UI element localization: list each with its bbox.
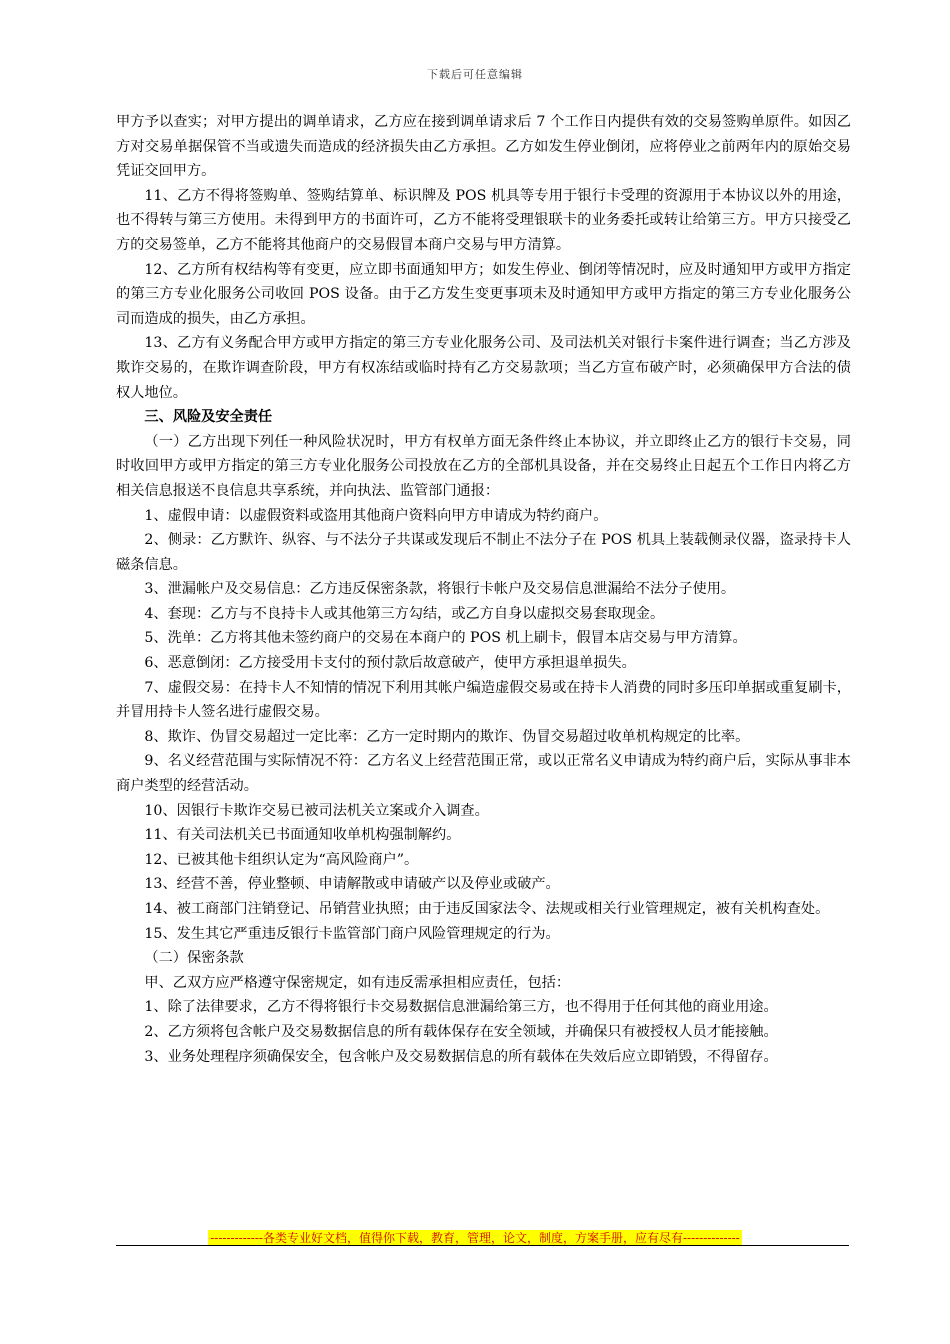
risk-item-12: 12、已被其他卡组织认定为“高风险商户”。 (144, 851, 419, 868)
risk-item-11: 11、有关司法机关已书面通知收单机构强制解约。 (144, 827, 461, 844)
risk-item-4: 4、套现：乙方与不良持卡人或其他第三方勾结，或乙方自身以虚拟交易套取现金。 (144, 605, 665, 622)
header-text: 下载后可任意编辑 (427, 68, 523, 81)
risk-item-13: 13、经营不善，停业整顿、申请解散或申请破产以及停业或破产。 (144, 876, 560, 893)
confidentiality-item-3: 3、业务处理程序须确保安全，包含帐户及交易数据信息的所有载体在失效后应立即销毁，不得留存。 (144, 1048, 778, 1065)
subsection-1-intro: （一）乙方出现下列任一种风险状况时，甲方有权单方面无条件终止本协议，并立即终止乙方的银行卡交易，同时收回甲方或甲方指定的第三方专业化服务公司投放在乙方的全部机具设备，并在交易终止日起五个工作日内将乙方相关信息报送不良信息共享系统，并向执法、监管部门通报： (116, 433, 851, 499)
footer-banner-text: -------------各类专业好文档，值得你下载，教育，管理，论文，制度，方案手册，应有尽有-------------- (210, 1231, 740, 1245)
risk-item-15: 15、发生其它严重违反银行卡监管部门商户风险管理规定的行为。 (144, 925, 560, 942)
risk-item-10: 10、因银行卡欺诈交易已被司法机关立案或介入调查。 (144, 802, 489, 819)
clause-12: 12、乙方所有权结构等有变更，应立即书面通知甲方；如发生停业、倒闭等情况时，应及时通知甲方或甲方指定的第三方专业化服务公司收回 POS 设备。由于乙方发生变更事项未及时通知甲方或甲方指定的第三方专业化服务公司而造成的损失，由乙方承担。 (116, 261, 851, 327)
footer-banner (0, 1227, 950, 1246)
paragraph-continued: 甲方予以查实；对甲方提出的调单请求，乙方应在接到调单请求后 7 个工作日内提供有效的交易签购单原件。如因乙方对交易单据保管不当或遗失而造成的经济损失由乙方承担。乙方如发生停业倒闭，应将停业之前两年内的原始交易凭证交回甲方。 (116, 114, 851, 180)
document-body (116, 110, 851, 1069)
clause-13: 13、乙方有义务配合甲方或甲方指定的第三方专业化服务公司、及司法机关对银行卡案件进行调查；当乙方涉及欺诈交易的，在欺诈调查阶段，甲方有权冻结或临时持有乙方交易款项；当乙方宣布破产时，必须确保甲方合法的债权人地位。 (116, 335, 851, 401)
risk-item-9: 9、名义经营范围与实际情况不符：乙方名义上经营范围正常，或以正常名义申请成为特约商户后，实际从事非本商户类型的经营活动。 (116, 753, 851, 795)
risk-item-3: 3、泄漏帐户及交易信息：乙方违反保密条款，将银行卡帐户及交易信息泄漏给不法分子使用。 (144, 581, 736, 598)
confidentiality-item-2: 2、乙方须将包含帐户及交易数据信息的所有载体保存在安全领域，并确保只有被授权人员才能接触。 (144, 1023, 778, 1040)
clause-11: 11、乙方不得将签购单、签购结算单、标识牌及 POS 机具等专用于银行卡受理的资源用于本协议以外的用途，也不得转与第三方使用。未得到甲方的书面许可，乙方不能将受理银联卡的业务委托或转让给第三方。甲方只接受乙方的交易签单，乙方不能将其他商户的交易假冒本商户交易与甲方清算。 (116, 187, 851, 253)
risk-item-2: 2、侧录：乙方默许、纵容、与不法分子共谋或发现后不制止不法分子在 POS 机具上装载侧录仪器，盗录持卡人磁条信息。 (116, 532, 851, 573)
subsection-2-title: （二）保密条款 (144, 950, 244, 967)
risk-item-8: 8、欺诈、伪冒交易超过一定比率：乙方一定时期内的欺诈、伪冒交易超过收单机构规定的比率。 (144, 728, 750, 745)
risk-item-7: 7、虚假交易：在持卡人不知情的情况下利用其帐户编造虚假交易或在持卡人消费的同时多压印单据或重复刷卡，并冒用持卡人签名进行虚假交易。 (116, 679, 851, 721)
confidentiality-intro: 甲、乙双方应严格遵守保密规定，如有违反需承担相应责任，包括： (144, 974, 571, 991)
footer-divider (116, 1245, 849, 1246)
risk-item-6: 6、恶意倒闭：乙方接受用卡支付的预付款后故意破产，使甲方承担退单损失。 (144, 655, 636, 672)
confidentiality-item-1: 1、除了法律要求，乙方不得将银行卡交易数据信息泄漏给第三方，也不得用于任何其他的商业用途。 (144, 999, 778, 1016)
risk-item-14: 14、被工商部门注销登记、吊销营业执照；由于违反国家法令、法规或相关行业管理规定，被有关机构查处。 (144, 901, 830, 917)
risk-item-5: 5、洗单：乙方将其他未签约商户的交易在本商户的 POS 机上刷卡，假冒本店交易与甲方清算。 (144, 630, 747, 647)
section-heading-risk: 三、风险及安全责任 (144, 409, 273, 426)
page-header (0, 66, 950, 82)
risk-item-1: 1、虚假申请：以虚假资料或盗用其他商户资料向甲方申请成为特约商户。 (144, 507, 608, 524)
